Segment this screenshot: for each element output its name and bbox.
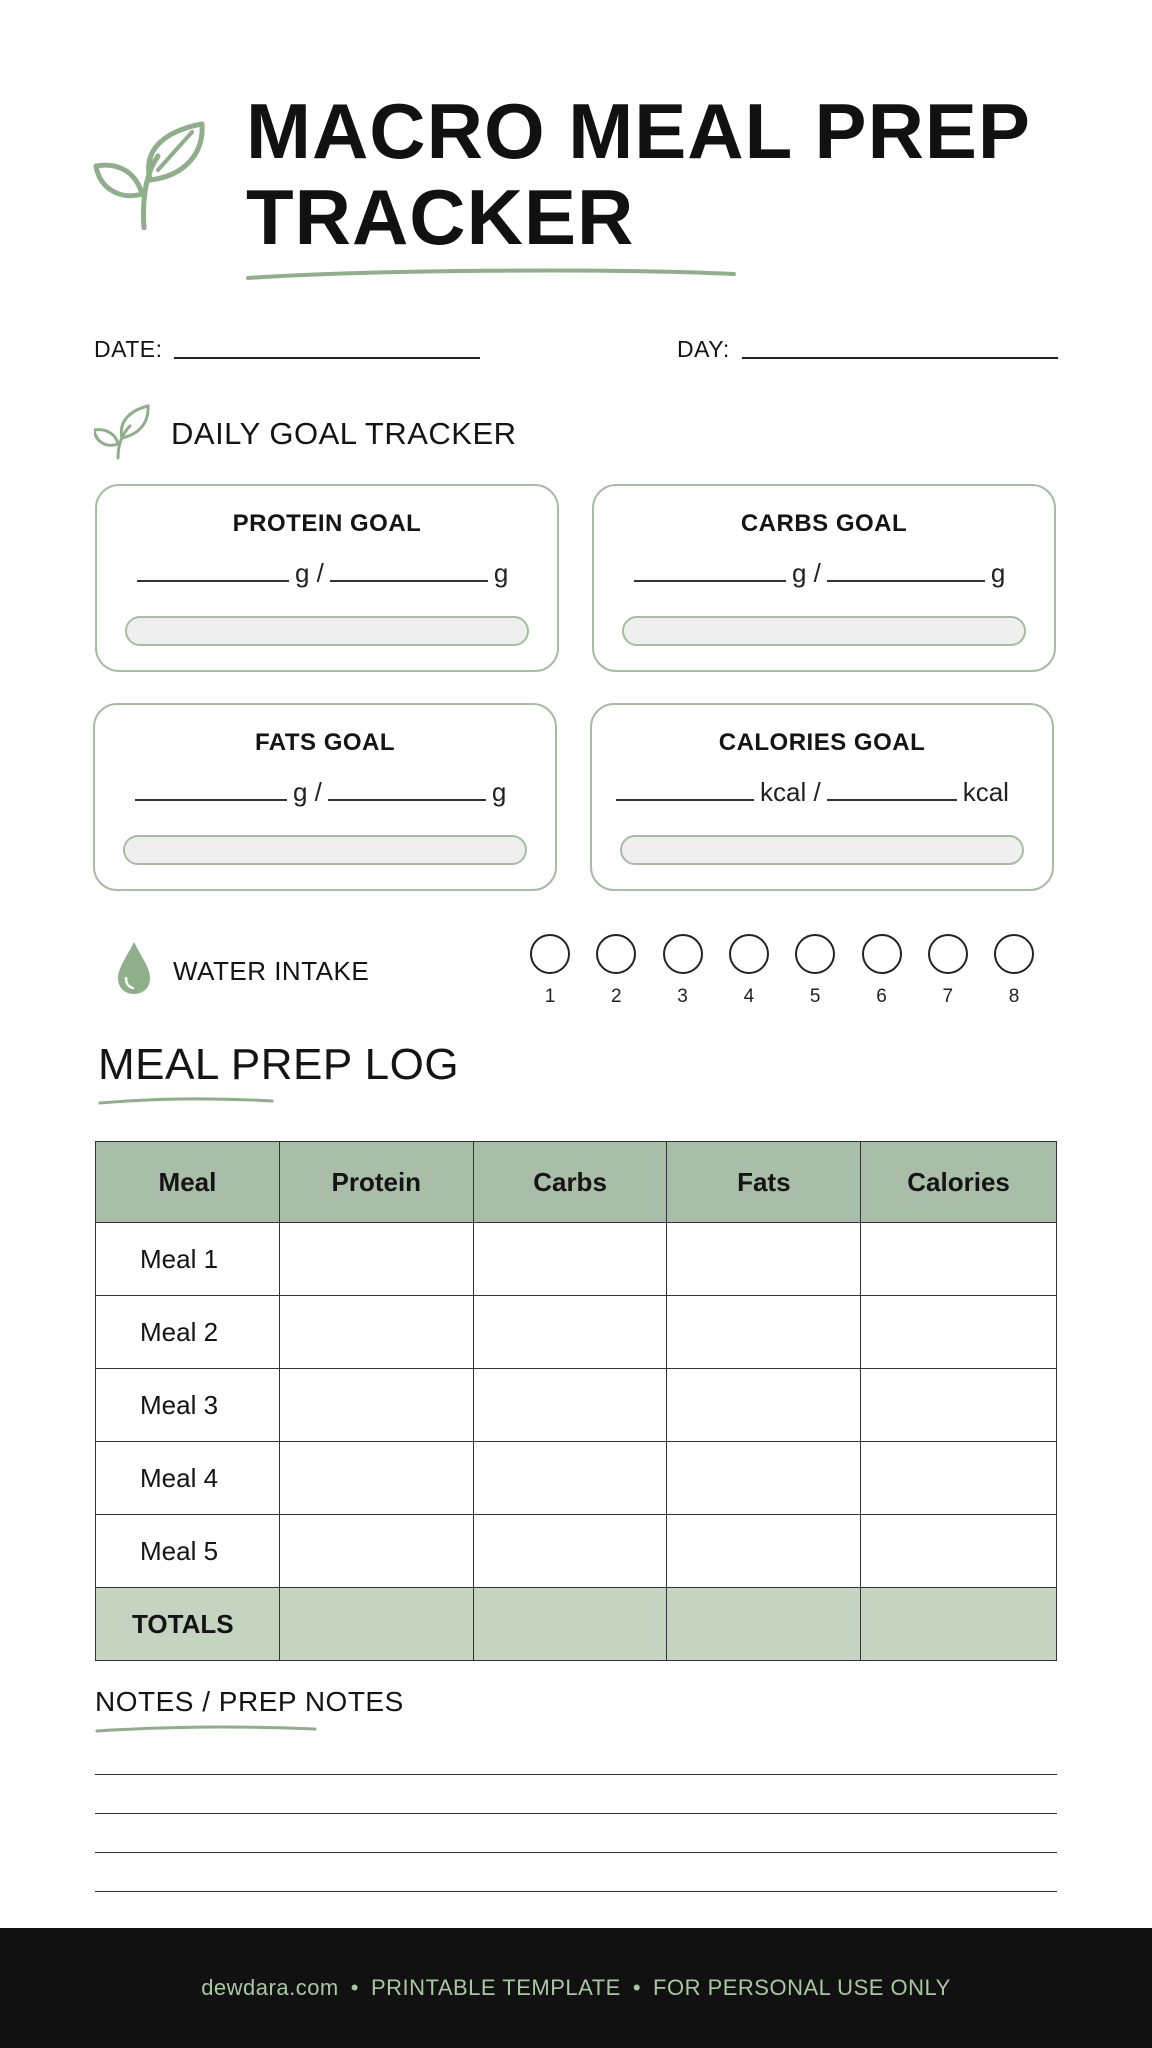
protein-cell[interactable] [279,1223,473,1296]
fats-goal-card [93,703,557,891]
water-glass-checkbox[interactable] [596,934,636,974]
footer-site: dewdara.com [201,1975,339,2000]
meal-label: Meal 2 [96,1296,280,1369]
footer-printable: PRINTABLE TEMPLATE [370,1975,621,2000]
meal-prep-table [95,1141,1057,1661]
protein-cell[interactable] [279,1442,473,1515]
fats-cell[interactable] [667,1442,861,1515]
water-glass-checkbox[interactable] [530,934,570,974]
unit-label: g / [295,558,324,588]
notes-underline [95,1724,317,1734]
water-glass-number: 2 [611,986,622,1007]
title-line-1: MACRO MEAL PREP [246,87,1031,175]
carbs-cell[interactable] [473,1369,667,1442]
table-row [96,1223,1057,1296]
meal-label: Meal 3 [96,1369,280,1442]
notes-heading: NOTES / PREP NOTES [95,1686,404,1717]
carbs-cell[interactable] [473,1442,667,1515]
table-header-row [96,1142,1057,1223]
card-title: CALORIES GOAL [718,729,926,756]
column-header: Meal [96,1142,280,1223]
carbs-current-field[interactable] [634,580,786,582]
fats-progress-bar [123,835,527,865]
fats-total-cell[interactable] [667,1588,861,1661]
unit-label: kcal / [760,777,821,807]
fats-cell[interactable] [667,1369,861,1442]
water-glass-checkbox[interactable] [663,934,703,974]
protein-current-field[interactable] [137,580,289,582]
protein-cell[interactable] [279,1369,473,1442]
water-glass-number: 8 [1008,986,1020,1007]
calories-goal-card [590,703,1054,891]
table-row [96,1369,1057,1442]
unit-label: g [491,777,507,807]
water-drop-icon [116,940,152,996]
title-line-2: TRACKER [246,173,635,261]
card-title: CARBS GOAL [740,510,908,537]
notes-line[interactable] [95,1891,1057,1892]
meal-label: Meal 1 [96,1223,280,1296]
protein-progress-bar [125,616,529,646]
calories-cell[interactable] [861,1442,1057,1515]
water-glass-checkbox[interactable] [729,934,769,974]
carbs-cell[interactable] [473,1515,667,1588]
column-header: Protein [279,1142,473,1223]
protein-target-field[interactable] [330,580,488,582]
meal-log-heading: MEAL PREP LOG [98,1040,460,1089]
fats-target-field[interactable] [328,799,486,801]
date-label: DATE: [94,336,163,362]
calories-target-field[interactable] [827,799,957,801]
unit-label: g [493,558,509,588]
water-intake-label: WATER INTAKE [173,956,370,986]
calories-cell[interactable] [861,1515,1057,1588]
fats-cell[interactable] [667,1296,861,1369]
unit-label: kcal [962,777,1009,807]
calories-current-field[interactable] [616,799,754,801]
calories-cell[interactable] [861,1223,1057,1296]
water-glass-number: 6 [876,986,887,1007]
water-glass-number: 1 [544,986,556,1007]
water-glass-number: 3 [677,986,688,1007]
column-header: Carbs [473,1142,667,1223]
day-field[interactable] [742,357,1058,359]
totals-row [96,1588,1057,1661]
unit-label: g / [293,777,322,807]
table-row [96,1296,1057,1369]
water-glass-number: 7 [942,986,954,1007]
title-underline [246,268,736,282]
leaf-icon [94,404,150,460]
water-glass-checkbox[interactable] [928,934,968,974]
card-title: FATS GOAL [254,729,396,756]
protein-cell[interactable] [279,1296,473,1369]
protein-total-cell[interactable] [279,1588,473,1661]
carbs-cell[interactable] [473,1223,667,1296]
column-header: Fats [667,1142,861,1223]
fats-cell[interactable] [667,1223,861,1296]
page-title [246,88,1106,260]
meal-label: Meal 4 [96,1442,280,1515]
notes-line[interactable] [95,1852,1057,1853]
day-label: DAY: [677,336,730,362]
table-row [96,1515,1057,1588]
notes-line[interactable] [95,1813,1057,1814]
water-glass-number: 4 [743,986,755,1007]
footer-personal-use: FOR PERSONAL USE ONLY [653,1975,951,2000]
calories-progress-bar [620,835,1024,865]
meal-log-underline [98,1096,274,1106]
carbs-total-cell[interactable] [473,1588,667,1661]
carbs-progress-bar [622,616,1026,646]
leaf-sprout-icon [92,118,208,230]
table-row [96,1442,1057,1515]
fats-cell[interactable] [667,1515,861,1588]
unit-label: g / [792,558,821,588]
carbs-cell[interactable] [473,1296,667,1369]
calories-cell[interactable] [861,1296,1057,1369]
water-glass-number: 5 [809,986,821,1007]
water-glass-checkbox[interactable] [862,934,902,974]
card-title: PROTEIN GOAL [232,510,422,537]
calories-total-cell[interactable] [861,1588,1057,1661]
protein-cell[interactable] [279,1515,473,1588]
footer-separator: • [632,1975,642,2000]
goal-tracker-heading: DAILY GOAL TRACKER [171,416,517,451]
protein-goal-card [95,484,559,672]
water-glass-checkbox[interactable] [994,934,1034,974]
totals-label: TOTALS [96,1588,280,1661]
unit-label: g [990,558,1006,588]
carbs-goal-card [592,484,1056,672]
carbs-target-field[interactable] [827,580,985,582]
date-field[interactable] [174,357,480,359]
meal-label: Meal 5 [96,1515,280,1588]
water-glass-checkbox[interactable] [795,934,835,974]
fats-current-field[interactable] [135,799,287,801]
calories-cell[interactable] [861,1369,1057,1442]
column-header: Calories [861,1142,1057,1223]
footer-bar [0,1928,1152,2048]
footer-separator: • [350,1975,359,2000]
notes-line[interactable] [95,1774,1057,1775]
